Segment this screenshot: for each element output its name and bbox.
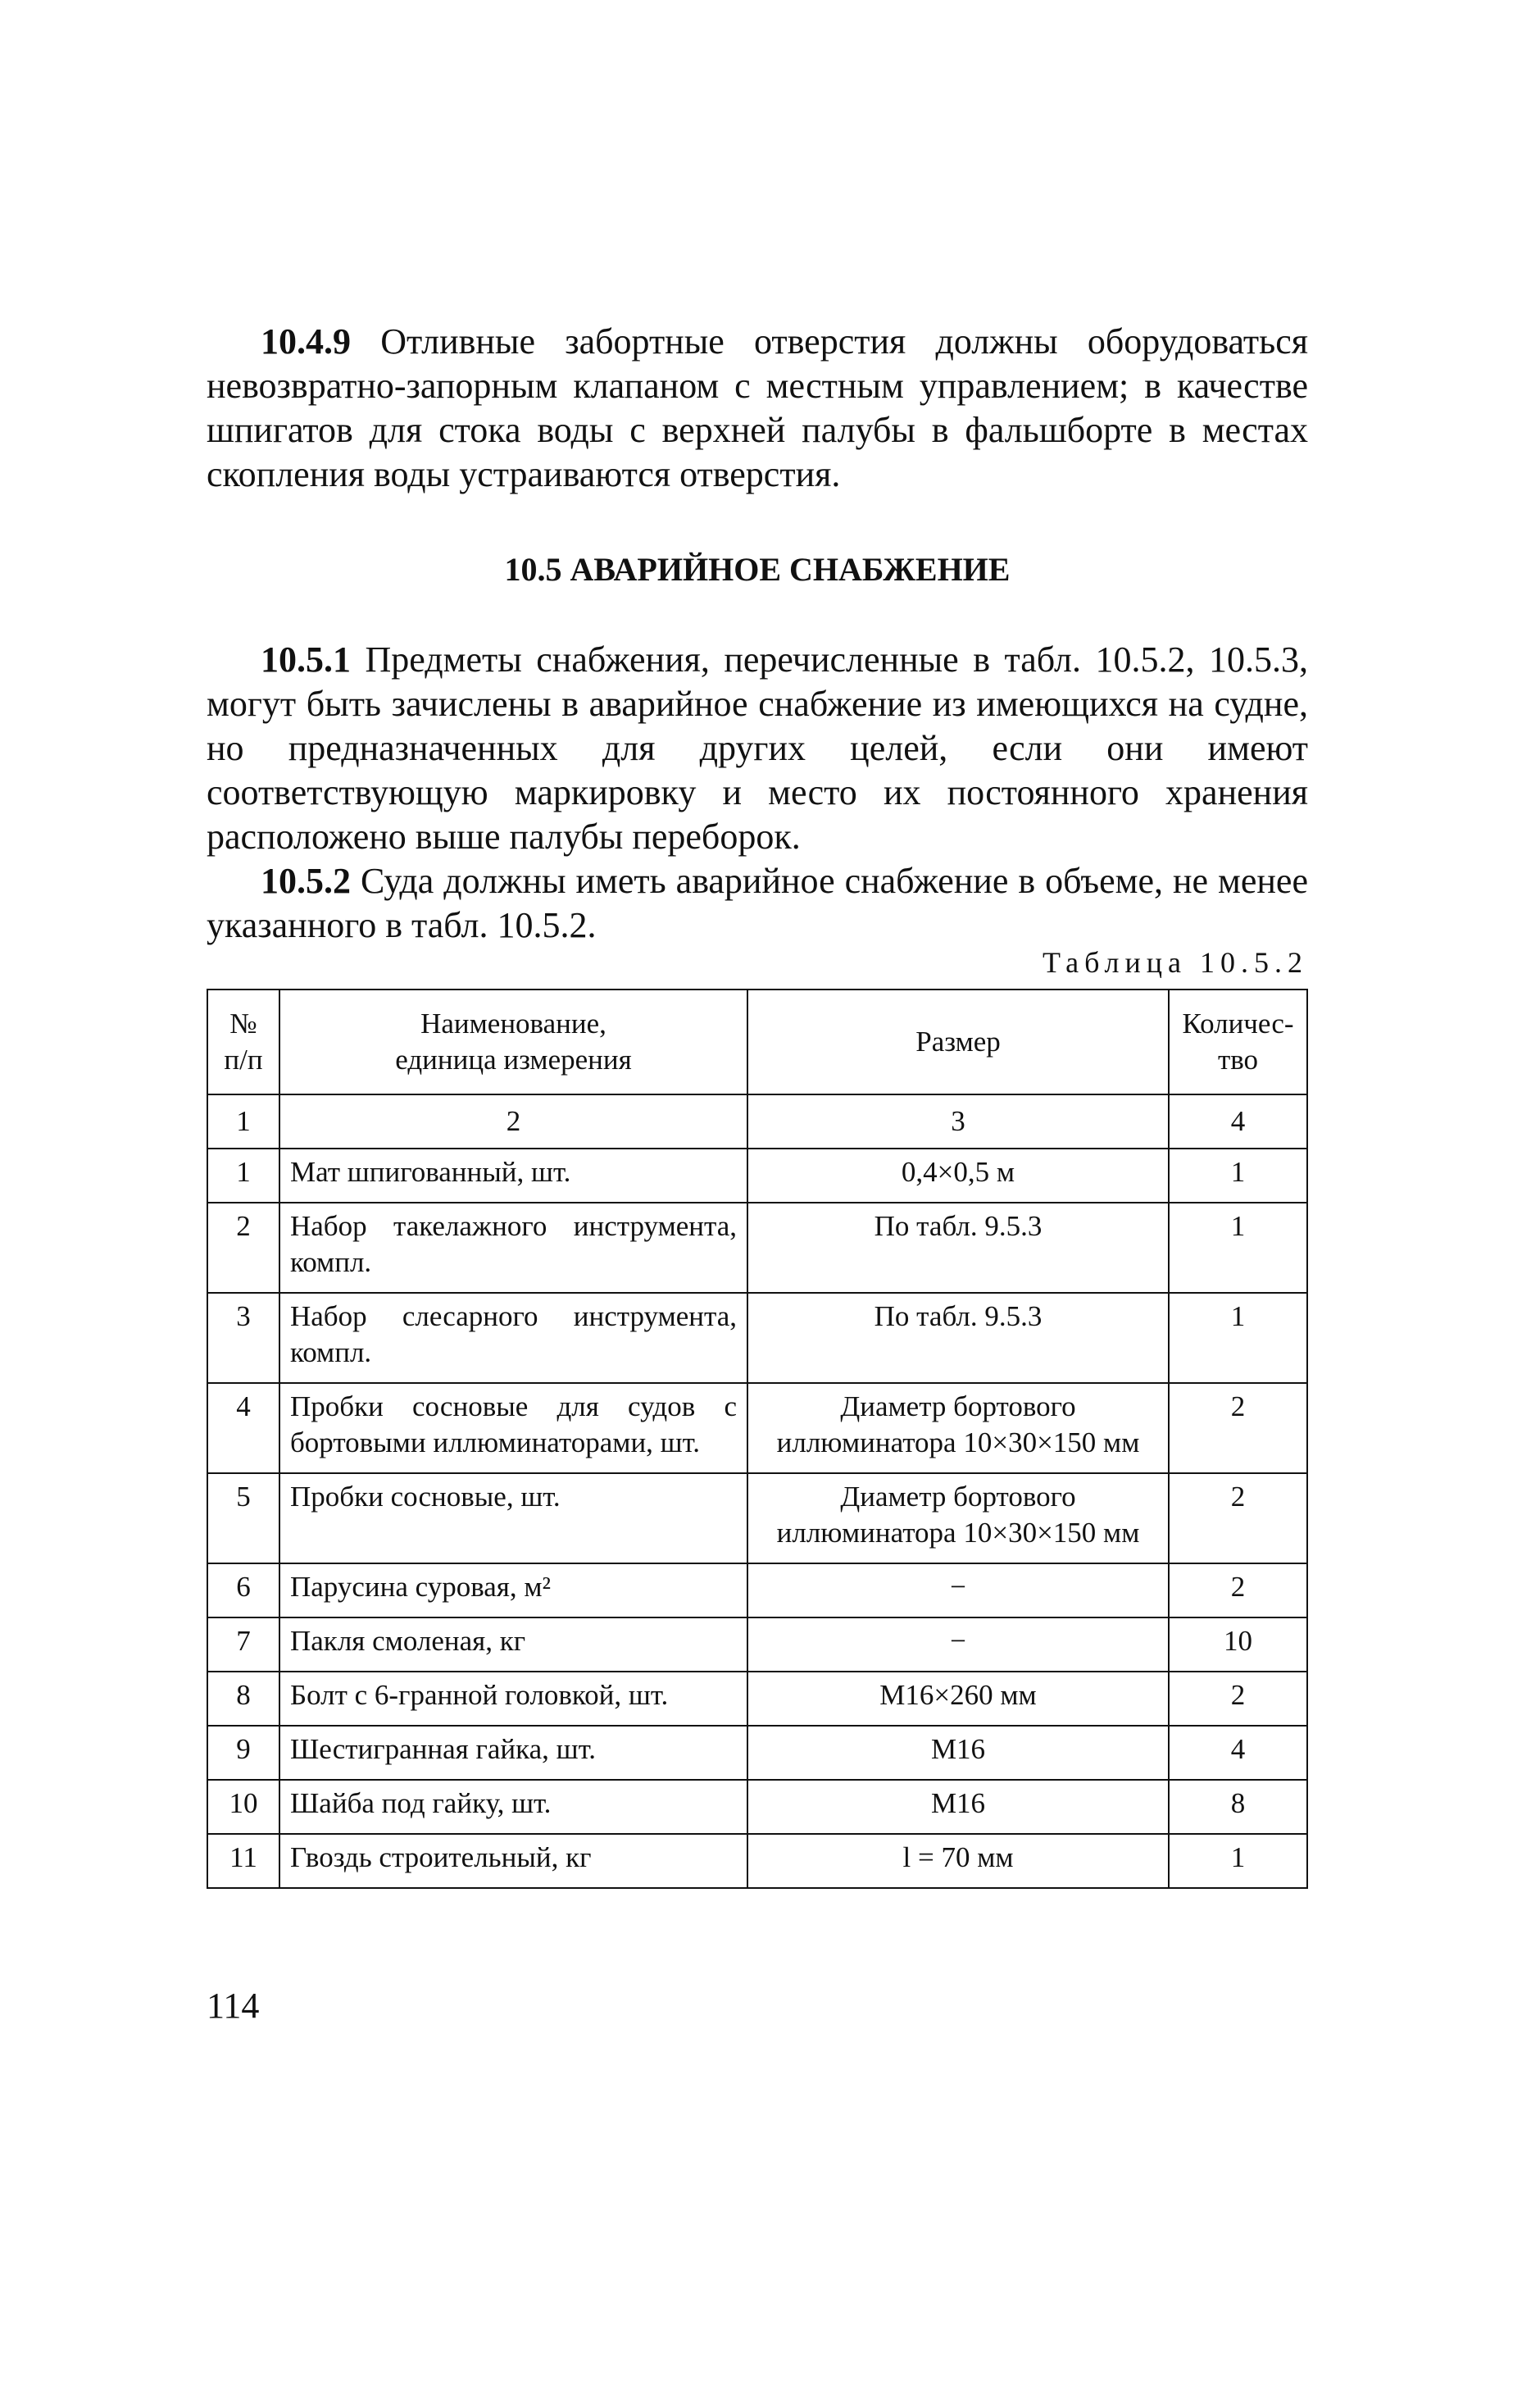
row-name: Парусина суровая, м²	[279, 1563, 747, 1617]
row-size: Диаметр бортового иллюминатора 10×30×150 мм	[747, 1473, 1169, 1563]
row-name: Мат шпигованный, шт.	[279, 1149, 747, 1203]
table-caption: Таблица 10.5.2	[1043, 946, 1308, 979]
header-name-line1: Наименование,	[420, 1008, 606, 1040]
row-qty: 2	[1169, 1672, 1307, 1726]
clause-number: 10.5.1	[261, 639, 351, 680]
row-num: 7	[207, 1617, 279, 1672]
row-num: 8	[207, 1672, 279, 1726]
row-num: 10	[207, 1780, 279, 1834]
row-qty: 1	[1169, 1149, 1307, 1203]
header-qty-line2: тво	[1217, 1044, 1259, 1076]
row-name: Набор слесарного инструмента, компл.	[279, 1293, 747, 1383]
header-num-line2: п/п	[224, 1044, 263, 1076]
header-qty	[1169, 990, 1307, 1094]
header-qty-line1: Количес-	[1182, 1008, 1294, 1040]
row-qty: 2	[1169, 1473, 1307, 1563]
row-qty: 1	[1169, 1203, 1307, 1293]
paragraph-10-5-2	[207, 859, 1308, 948]
row-size: По табл. 9.5.3	[747, 1293, 1169, 1383]
row-qty: 10	[1169, 1617, 1307, 1672]
row-name: Шестигранная гайка, шт.	[279, 1726, 747, 1780]
row-qty: 2	[1169, 1383, 1307, 1473]
table-header-row	[207, 990, 1307, 1094]
row-name: Болт с 6-гранной головкой, шт.	[279, 1672, 747, 1726]
clause-text: Отливные забортные отверстия должны оборудоваться невозвратно-запорным клапаном с местным управлением; в качестве шпигатов для стока воды с верхней палубы в фальшборте в местах скопления воды устраиваются отверстия.	[207, 321, 1308, 494]
row-qty: 1	[1169, 1834, 1307, 1888]
header-size: Размер	[747, 990, 1169, 1094]
table-row	[207, 1473, 1307, 1563]
table-row	[207, 1563, 1307, 1617]
row-num: 3	[207, 1293, 279, 1383]
clause-text: Предметы снабжения, перечисленные в табл. 10.5.2, 10.5.3, могут быть зачислены в аварийное снабжение из имеющихся на судне, но предназначенных для других целей, если они имеют соответствующую маркировку и место их постоянного хранения расположено выше палубы переборок.	[207, 639, 1308, 857]
row-size: l = 70 мм	[747, 1834, 1169, 1888]
row-name: Набор такелажного инструмента, компл.	[279, 1203, 747, 1293]
table-row	[207, 1383, 1307, 1473]
row-num: 6	[207, 1563, 279, 1617]
row-size: М16×260 мм	[747, 1672, 1169, 1726]
row-qty: 2	[1169, 1563, 1307, 1617]
row-num: 4	[207, 1383, 279, 1473]
column-number: 3	[747, 1094, 1169, 1149]
row-size: −	[747, 1617, 1169, 1672]
row-num: 1	[207, 1149, 279, 1203]
row-num: 2	[207, 1203, 279, 1293]
row-name: Гвоздь строительный, кг	[279, 1834, 747, 1888]
column-number: 4	[1169, 1094, 1307, 1149]
row-num: 5	[207, 1473, 279, 1563]
column-number: 2	[279, 1094, 747, 1149]
page-number: 114	[207, 1986, 260, 2026]
table-row	[207, 1834, 1307, 1888]
row-name: Пробки сосновые для судов с бортовыми иллюминаторами, шт.	[279, 1383, 747, 1473]
table-row	[207, 1672, 1307, 1726]
row-num: 9	[207, 1726, 279, 1780]
row-size: М16	[747, 1780, 1169, 1834]
clause-number: 10.4.9	[261, 321, 351, 362]
header-name-line2: единица измерения	[395, 1044, 632, 1076]
row-qty: 1	[1169, 1293, 1307, 1383]
row-name: Шайба под гайку, шт.	[279, 1780, 747, 1834]
clause-number: 10.5.2	[261, 861, 351, 901]
paragraph-10-5-1	[207, 638, 1308, 859]
column-number: 1	[207, 1094, 279, 1149]
table-row	[207, 1203, 1307, 1293]
row-size: −	[747, 1563, 1169, 1617]
header-name	[279, 990, 747, 1094]
header-num	[207, 990, 279, 1094]
row-name: Пробки сосновые, шт.	[279, 1473, 747, 1563]
row-size: Диаметр бортового иллюминатора 10×30×150 мм	[747, 1383, 1169, 1473]
row-size: М16	[747, 1726, 1169, 1780]
row-size: По табл. 9.5.3	[747, 1203, 1169, 1293]
table-row	[207, 1293, 1307, 1383]
row-qty: 8	[1169, 1780, 1307, 1834]
row-size: 0,4×0,5 м	[747, 1149, 1169, 1203]
emergency-supply-table	[207, 989, 1308, 1889]
column-number-row	[207, 1094, 1307, 1149]
table-row	[207, 1617, 1307, 1672]
header-num-line1: №	[229, 1008, 257, 1040]
clause-text: Суда должны иметь аварийное снабжение в объеме, не менее указанного в табл. 10.5.2.	[207, 861, 1308, 945]
section-heading: 10.5 АВАРИЙНОЕ СНАБЖЕНИЕ	[504, 551, 1011, 588]
table-row	[207, 1149, 1307, 1203]
row-qty: 4	[1169, 1726, 1307, 1780]
table-row	[207, 1726, 1307, 1780]
row-name: Пакля смоленая, кг	[279, 1617, 747, 1672]
row-num: 11	[207, 1834, 279, 1888]
table-body	[207, 1094, 1307, 1888]
paragraph-10-4-9	[207, 320, 1308, 497]
table-row	[207, 1780, 1307, 1834]
